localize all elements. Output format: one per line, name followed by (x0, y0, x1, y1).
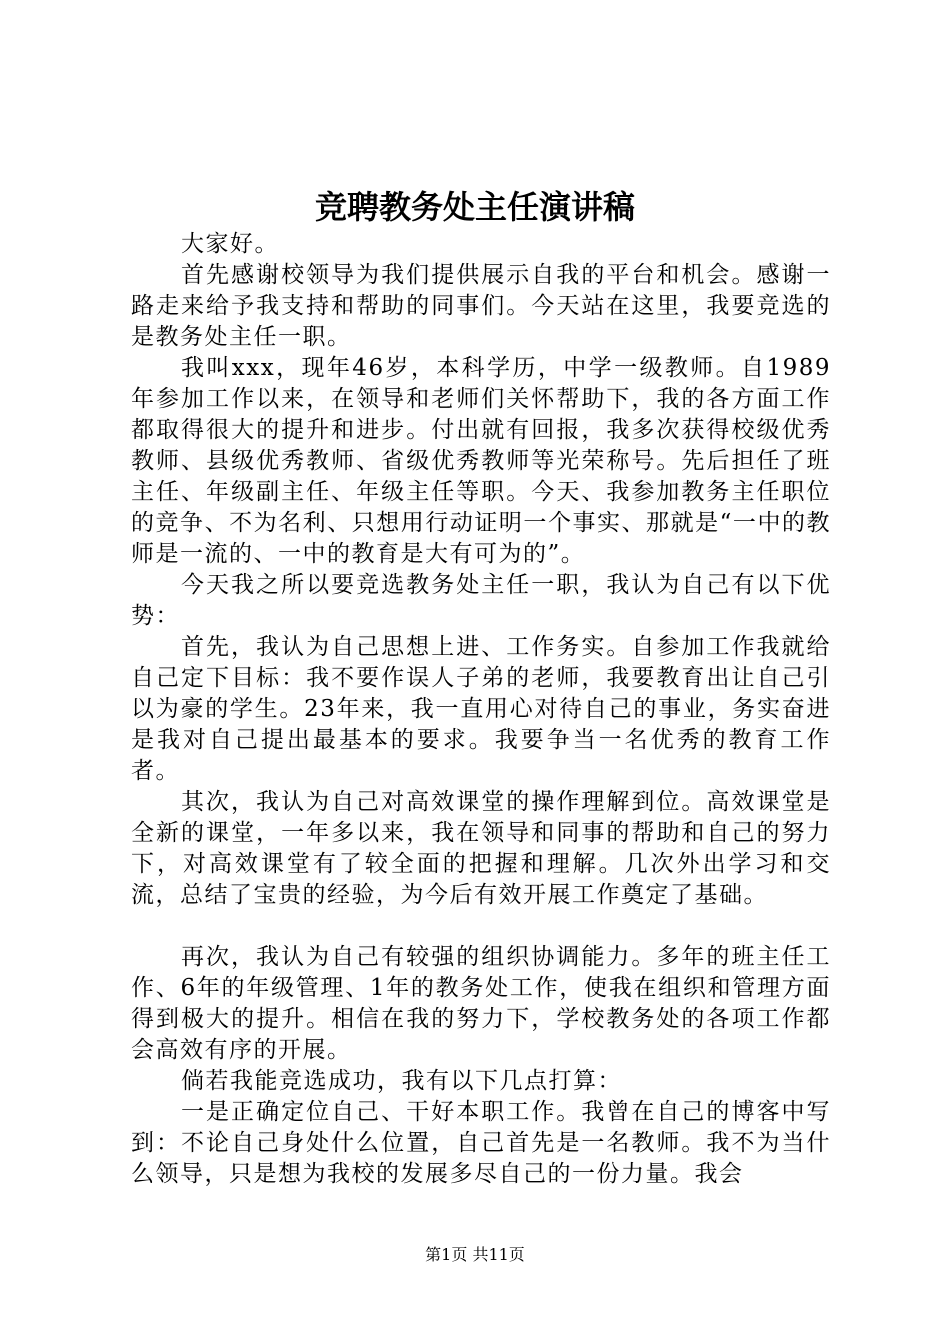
document-title: 竞聘教务处主任演讲稿 (314, 188, 635, 226)
paragraph-introduction: 我叫xxx，现年46岁，本科学历，中学一级教师。自1989年参加工作以来，在领导和老师们关怀帮助下，我的各方面工作都取得很大的提升和进步。付出就有回报，我多次获得校级优秀教师、县级优秀教师、省级优秀教师等光荣称号。先后担任了班主任、年级副主任、年级主任等职。今天、我参加教务主任职位的竞争、不为名利、只想用行动证明一个事实、那就是“一中的教师是一流的、一中的教育是大有可为的”。 (131, 355, 831, 567)
paragraph-first-plan: 一是正确定位自己、干好本职工作。我曾在自己的博客中写到：不论自己身处什么位置，自己首先是一名教师。我不为当什么领导，只是想为我校的发展多尽自己的一份力量。我会 (131, 1099, 831, 1187)
paragraph-advantages-intro: 今天我之所以要竞选教务处主任一职，我认为自己有以下优势： (131, 572, 831, 629)
document-body (131, 229, 831, 1190)
paragraph-spacer (131, 911, 831, 942)
paragraph-third-advantage: 再次，我认为自己有较强的组织协调能力。多年的班主任工作、6年的年级管理、1年的教务处工作，使我在组织和管理方面得到极大的提升。相信在我的努力下，学校教务处的各项工作都会高效有序的开展。 (131, 944, 831, 1063)
paragraph-second-advantage: 其次，我认为自己对高效课堂的操作理解到位。高效课堂是全新的课堂，一年多以来，我在领导和同事的帮助和自己的努力下，对高效课堂有了较全面的把握和理解。几次外出学习和交流，总结了宝贵的经验，为今后有效开展工作奠定了基础。 (131, 789, 831, 908)
paragraph-plans-intro: 倘若我能竞选成功，我有以下几点打算： (181, 1068, 622, 1094)
paragraph-thanks: 首先感谢校领导为我们提供展示自我的平台和机会。感谢一路走来给予我支持和帮助的同事们。今天站在这里，我要竞选的是教务处主任一职。 (131, 262, 831, 350)
paragraph-first-advantage: 首先，我认为自己思想上进、工作务实。自参加工作我就给自己定下目标：我不要作误人子弟的老师，我要教育出让自己引以为豪的学生。23年来，我一直用心对待自己的事业，务实奋进是我对自己提出最基本的要求。我要争当一名优秀的教育工作者。 (131, 634, 831, 784)
paragraph-greeting: 大家好。 (181, 231, 279, 257)
page-number-footer: 第1页 共11页 (425, 1245, 525, 1264)
